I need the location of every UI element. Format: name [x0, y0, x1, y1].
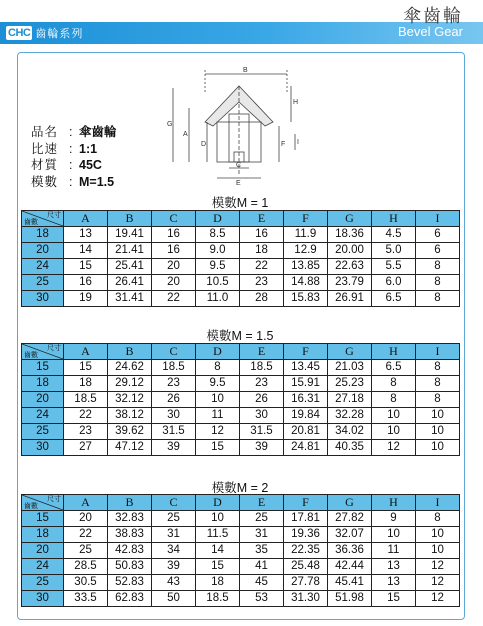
table-cell: 30 [240, 408, 284, 424]
table-row [22, 243, 460, 259]
spec-value: M=1.5 [79, 174, 115, 189]
table-cell: 18 [64, 376, 108, 392]
column-header: C [152, 495, 196, 511]
table-cell: 10 [416, 408, 460, 424]
table-cell: 51.98 [328, 591, 372, 607]
table-cell: 34 [152, 543, 196, 559]
table-cell: 11 [372, 543, 416, 559]
table-cell: 18.36 [328, 227, 372, 243]
table-cell: 39 [240, 440, 284, 456]
table-cell: 8 [416, 291, 460, 307]
table-cell: 6 [416, 227, 460, 243]
table-cell: 10 [372, 408, 416, 424]
dim-label-a: A [183, 131, 188, 138]
spec-row: 品名 : 傘齒輪 [31, 125, 117, 139]
dim-label-c: C [236, 162, 242, 169]
table-cell: 21.03 [328, 360, 372, 376]
table-cell: 22 [64, 527, 108, 543]
teeth-count-cell: 25 [22, 424, 64, 440]
table-cell: 31.5 [152, 424, 196, 440]
column-header: E [240, 344, 284, 360]
table-row [22, 275, 460, 291]
table-cell: 27.18 [328, 392, 372, 408]
spec-table-m1 [21, 210, 460, 307]
table-cell: 14.88 [284, 275, 328, 291]
table-cell: 17.81 [284, 511, 328, 527]
column-header: B [108, 344, 152, 360]
column-header: G [328, 211, 372, 227]
table-cell: 23 [152, 376, 196, 392]
table-cell: 10 [196, 511, 240, 527]
table-row [22, 376, 460, 392]
column-header: H [372, 495, 416, 511]
spec-list [31, 124, 117, 190]
table-cell: 31.41 [108, 291, 152, 307]
table-cell: 39 [152, 559, 196, 575]
teeth-count-cell: 20 [22, 543, 64, 559]
table-cell: 22.63 [328, 259, 372, 275]
table-cell: 5.0 [372, 243, 416, 259]
table-cell: 47.12 [108, 440, 152, 456]
teeth-count-cell: 20 [22, 243, 64, 259]
dim-label-e: E [236, 180, 241, 186]
table-cell: 12 [416, 575, 460, 591]
table-cell: 32.07 [328, 527, 372, 543]
table-cell: 28 [240, 291, 284, 307]
table-cell: 28.5 [64, 559, 108, 575]
table-cell: 22 [64, 408, 108, 424]
table-cell: 10 [416, 543, 460, 559]
teeth-count-cell: 30 [22, 591, 64, 607]
table-cell: 15.91 [284, 376, 328, 392]
table-cell: 9.5 [196, 259, 240, 275]
table-cell: 31.30 [284, 591, 328, 607]
table-cell: 10 [416, 424, 460, 440]
table-cell: 24.81 [284, 440, 328, 456]
table-cell: 34.02 [328, 424, 372, 440]
table-cell: 23 [240, 275, 284, 291]
table-cell: 45.41 [328, 575, 372, 591]
table-cell: 12.9 [284, 243, 328, 259]
table-cell: 8 [416, 275, 460, 291]
table-cell: 20 [152, 259, 196, 275]
table-cell: 30.5 [64, 575, 108, 591]
table-cell: 35 [240, 543, 284, 559]
page-title-en: Bevel Gear [397, 24, 463, 39]
table-cell: 27.78 [284, 575, 328, 591]
page-title-cn: 傘齒輪 [403, 6, 463, 27]
table-cell: 22 [152, 291, 196, 307]
table-cell: 38.12 [108, 408, 152, 424]
column-header: D [196, 344, 240, 360]
column-header: E [240, 211, 284, 227]
table-cell: 13.85 [284, 259, 328, 275]
table-cell: 18 [240, 243, 284, 259]
column-header: E [240, 495, 284, 511]
table-cell: 25 [240, 511, 284, 527]
teeth-count-cell: 24 [22, 559, 64, 575]
table-row [22, 559, 460, 575]
table-cell: 22.35 [284, 543, 328, 559]
table-cell: 31 [240, 527, 284, 543]
table-cell: 8 [416, 376, 460, 392]
table-cell: 11.0 [196, 291, 240, 307]
table-cell: 19 [64, 291, 108, 307]
table-cell: 19.36 [284, 527, 328, 543]
table-cell: 43 [152, 575, 196, 591]
teeth-count-cell: 30 [22, 440, 64, 456]
table-row [22, 291, 460, 307]
table-cell: 12 [372, 440, 416, 456]
table-cell: 15 [196, 559, 240, 575]
table-cell: 23.79 [328, 275, 372, 291]
table-cell: 45 [240, 575, 284, 591]
dim-label-f: F [281, 141, 286, 148]
table-cell: 23 [240, 376, 284, 392]
table-cell: 12 [196, 424, 240, 440]
table-cell: 26.91 [328, 291, 372, 307]
spec-value: 傘齒輪 [79, 125, 117, 139]
table-cell: 40.35 [328, 440, 372, 456]
section-title-m2: 模數M = 2 [211, 481, 269, 495]
column-header: G [328, 495, 372, 511]
table-cell: 18.5 [64, 392, 108, 408]
table-cell: 13.45 [284, 360, 328, 376]
teeth-count-cell: 30 [22, 291, 64, 307]
table-cell: 8 [372, 376, 416, 392]
table-cell: 6 [416, 243, 460, 259]
table-cell: 39 [152, 440, 196, 456]
table-cell: 26.41 [108, 275, 152, 291]
table-cell: 20.00 [328, 243, 372, 259]
table-cell: 14 [64, 243, 108, 259]
corner-label-size: 尺寸 [47, 211, 61, 219]
table-cell: 11 [196, 408, 240, 424]
table-cell: 4.5 [372, 227, 416, 243]
table-cell: 8 [372, 392, 416, 408]
table-cell: 32.83 [108, 511, 152, 527]
table-cell: 6.5 [372, 291, 416, 307]
table-cell: 18.5 [240, 360, 284, 376]
table-cell: 15 [196, 440, 240, 456]
table-cell: 16 [152, 243, 196, 259]
table-cell: 18.5 [196, 591, 240, 607]
table-cell: 26 [152, 392, 196, 408]
dim-label-b: B [243, 67, 248, 74]
teeth-count-cell: 15 [22, 360, 64, 376]
table-cell: 9.5 [196, 376, 240, 392]
table-header-row [22, 495, 460, 511]
teeth-count-cell: 25 [22, 575, 64, 591]
table-cell: 11.9 [284, 227, 328, 243]
table-cell: 15 [372, 591, 416, 607]
column-header: I [416, 495, 460, 511]
spec-value: 1:1 [79, 141, 98, 156]
column-header: D [196, 211, 240, 227]
table-row [22, 511, 460, 527]
table-row [22, 543, 460, 559]
column-header: A [64, 495, 108, 511]
spec-label: 材質 [31, 158, 59, 172]
table-cell: 21.41 [108, 243, 152, 259]
table-cell: 13 [64, 227, 108, 243]
table-cell: 16 [64, 275, 108, 291]
corner-label-size: 尺寸 [47, 344, 61, 352]
teeth-count-cell: 24 [22, 259, 64, 275]
table-cell: 20.81 [284, 424, 328, 440]
table-cell: 18.5 [152, 360, 196, 376]
table-cell: 12 [416, 559, 460, 575]
table-cell: 23 [64, 424, 108, 440]
table-cell: 36.36 [328, 543, 372, 559]
table-cell: 10 [416, 527, 460, 543]
column-header: H [372, 344, 416, 360]
table-cell: 10.5 [196, 275, 240, 291]
column-header: C [152, 344, 196, 360]
table-header-row [22, 344, 460, 360]
table-cell: 15.83 [284, 291, 328, 307]
teeth-count-cell: 20 [22, 392, 64, 408]
column-header: G [328, 344, 372, 360]
table-cell: 42.83 [108, 543, 152, 559]
table-cell: 62.83 [108, 591, 152, 607]
table-cell: 41 [240, 559, 284, 575]
table-corner-cell [22, 211, 64, 227]
table-cell: 16 [152, 227, 196, 243]
column-header: A [64, 344, 108, 360]
table-cell: 14 [196, 543, 240, 559]
table-cell: 29.12 [108, 376, 152, 392]
section-title-m1: 模數M = 1 [211, 196, 269, 210]
teeth-count-cell: 15 [22, 511, 64, 527]
table-corner-cell [22, 495, 64, 511]
table-cell: 8 [196, 360, 240, 376]
table-row [22, 392, 460, 408]
table-cell: 27.82 [328, 511, 372, 527]
table-row [22, 527, 460, 543]
table-cell: 42.44 [328, 559, 372, 575]
dim-label-g: G [167, 121, 173, 128]
table-cell: 20 [64, 511, 108, 527]
logo-mark: CHC [8, 27, 31, 39]
column-header: A [64, 211, 108, 227]
table-cell: 22 [240, 259, 284, 275]
table-cell: 18 [196, 575, 240, 591]
table-cell: 25 [152, 511, 196, 527]
column-header: D [196, 495, 240, 511]
table-cell: 50 [152, 591, 196, 607]
table-cell: 26 [240, 392, 284, 408]
teeth-count-cell: 18 [22, 376, 64, 392]
table-cell: 25.48 [284, 559, 328, 575]
table-row [22, 591, 460, 607]
column-header: F [284, 211, 328, 227]
teeth-count-cell: 25 [22, 275, 64, 291]
table-row [22, 259, 460, 275]
table-cell: 13 [372, 559, 416, 575]
corner-label-teeth: 齒數 [24, 218, 38, 226]
table-corner-cell [22, 344, 64, 360]
table-cell: 13 [372, 575, 416, 591]
spec-label: 比速 [31, 141, 59, 156]
table-cell: 6.0 [372, 275, 416, 291]
column-header: H [372, 211, 416, 227]
table-cell: 10 [196, 392, 240, 408]
table-cell: 5.5 [372, 259, 416, 275]
table-cell: 19.84 [284, 408, 328, 424]
spec-row: 模數 : M=1.5 [31, 174, 115, 189]
table-cell: 39.62 [108, 424, 152, 440]
table-cell: 25 [64, 543, 108, 559]
table-row [22, 440, 460, 456]
table-cell: 8 [416, 392, 460, 408]
table-cell: 27 [64, 440, 108, 456]
table-cell: 24.62 [108, 360, 152, 376]
spec-row: 材質 : 45C [31, 158, 102, 172]
table-row [22, 227, 460, 243]
spec-label: 模數 [31, 174, 59, 189]
table-cell: 16.31 [284, 392, 328, 408]
teeth-count-cell: 24 [22, 408, 64, 424]
table-row [22, 360, 460, 376]
table-cell: 19.41 [108, 227, 152, 243]
table-cell: 8 [416, 259, 460, 275]
table-row [22, 424, 460, 440]
table-cell: 8 [416, 360, 460, 376]
table-cell: 8.5 [196, 227, 240, 243]
table-cell: 12 [416, 591, 460, 607]
table-cell: 10 [416, 440, 460, 456]
dim-label-h: H [293, 99, 299, 106]
table-cell: 50.83 [108, 559, 152, 575]
brand-logo [6, 24, 83, 42]
table-cell: 32.28 [328, 408, 372, 424]
table-cell: 52.83 [108, 575, 152, 591]
teeth-count-cell: 18 [22, 527, 64, 543]
page-header [0, 0, 483, 46]
table-cell: 10 [372, 424, 416, 440]
series-label: 齒輪系列 [35, 28, 84, 40]
table-cell: 8 [416, 511, 460, 527]
table-cell: 32.12 [108, 392, 152, 408]
table-cell: 16 [240, 227, 284, 243]
column-header: I [416, 211, 460, 227]
table-cell: 6.5 [372, 360, 416, 376]
table-cell: 15 [64, 259, 108, 275]
table-cell: 9.0 [196, 243, 240, 259]
corner-label-size: 尺寸 [47, 495, 61, 503]
column-header: I [416, 344, 460, 360]
spec-table-m15 [21, 343, 460, 456]
table-cell: 9 [372, 511, 416, 527]
table-row [22, 575, 460, 591]
dim-label-d: D [201, 141, 207, 148]
table-header-row [22, 211, 460, 227]
table-row [22, 408, 460, 424]
table-cell: 31.5 [240, 424, 284, 440]
column-header: F [284, 495, 328, 511]
section-title-m15: 模數M = 1.5 [206, 329, 274, 343]
corner-label-teeth: 齒數 [24, 351, 38, 359]
column-header: B [108, 495, 152, 511]
column-header: F [284, 344, 328, 360]
corner-label-teeth: 齒數 [24, 502, 38, 510]
teeth-count-cell: 18 [22, 227, 64, 243]
table-cell: 53 [240, 591, 284, 607]
table-cell: 25.41 [108, 259, 152, 275]
dim-label-i: I [297, 139, 299, 146]
table-cell: 30 [152, 408, 196, 424]
table-cell: 11.5 [196, 527, 240, 543]
column-header: C [152, 211, 196, 227]
column-header: B [108, 211, 152, 227]
spec-row: 比速 : 1:1 [31, 141, 98, 156]
spec-value: 45C [79, 158, 102, 172]
table-cell: 10 [372, 527, 416, 543]
bevel-gear-diagram [155, 64, 335, 186]
table-cell: 38.83 [108, 527, 152, 543]
table-cell: 20 [152, 275, 196, 291]
spec-label: 品名 [31, 125, 59, 139]
table-cell: 15 [64, 360, 108, 376]
table-cell: 31 [152, 527, 196, 543]
table-cell: 33.5 [64, 591, 108, 607]
spec-table-m2 [21, 494, 460, 607]
table-cell: 25.23 [328, 376, 372, 392]
